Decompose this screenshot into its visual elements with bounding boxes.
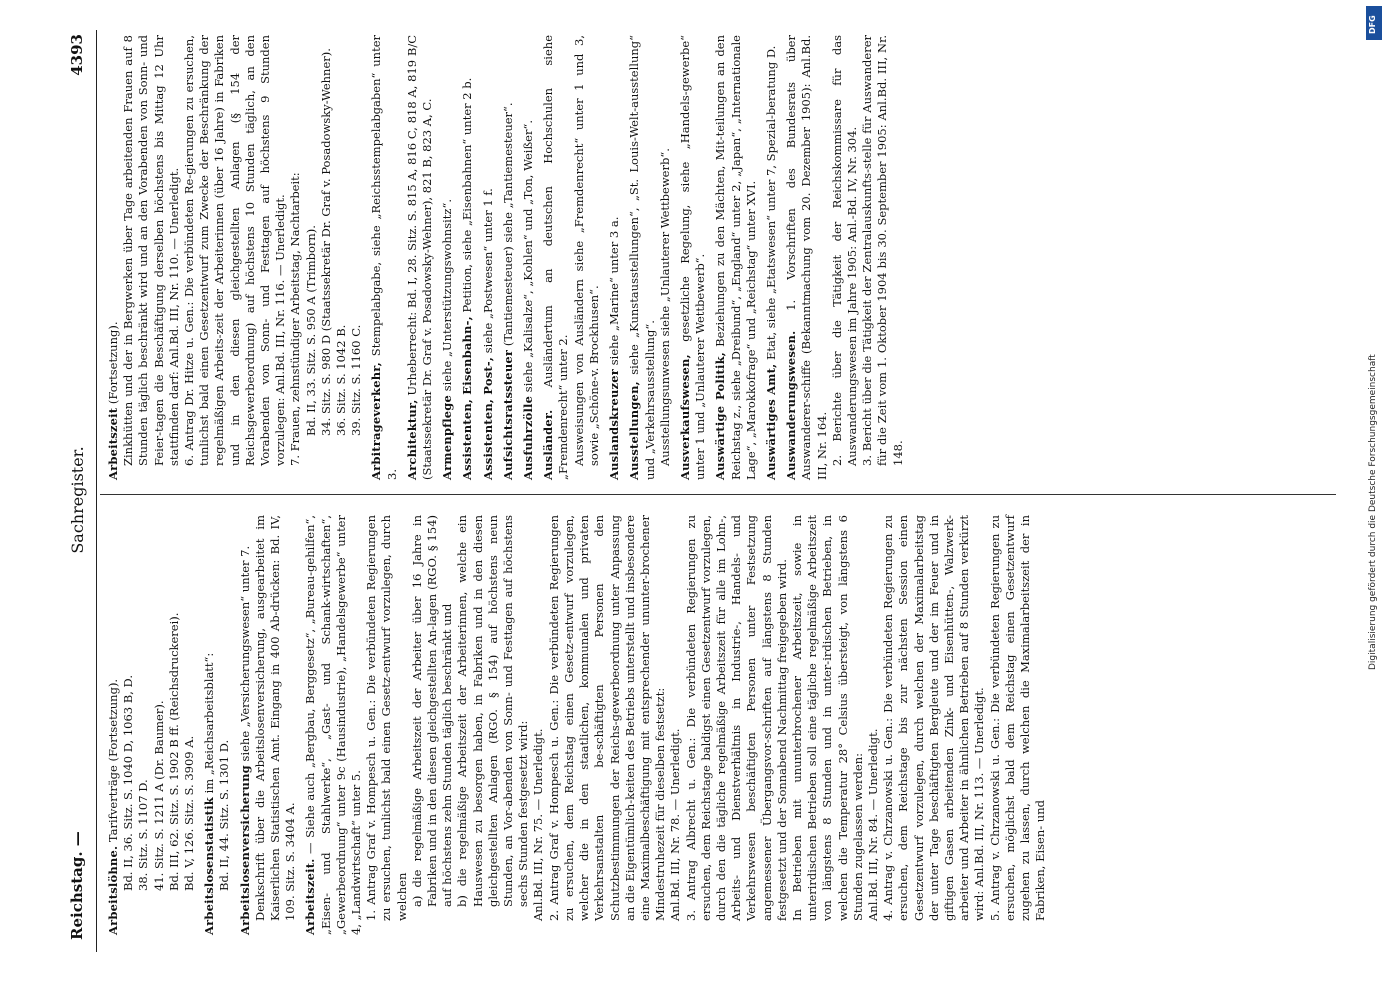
- entry-text: 3. Antrag Albrecht u. Gen.: Die verbündeten Regierungen zu ersuchen, dem Reichstage baldigst einen Gesetzentwurf vorzulegen, durch den die tägliche regelmäßige Arbeitszeit für alle im Lohn-, Arbeits- und Dienstverhältnis in Industrie-, Handels- und Verkehrswesen beschäftigten Personen unter Festsetzung angemessener Übergangsvor-schriften auf längstens 8 Stunden festgesetzt und der Sonnabend Nachmittag freigegeben wird.: [683, 515, 789, 921]
- entry-text: gesetzliche Regelung, siehe „Handels-gewerbe“ unter 1 und „Unlauterer Wettbewerb“.: [677, 34, 708, 480]
- entry-text: siehe „Kunstausstellungen“, „St. Louis-Welt-ausstellung“ und „Verkehrsausstellung“.: [627, 35, 657, 480]
- entry-keyword: Armenpflege: [440, 394, 455, 480]
- entry-text: 41. Sitz. S. 1211 A (Dr. Baumer).: [151, 700, 166, 891]
- header-rule: [96, 30, 97, 952]
- entry-text: Petition, siehe „Eisenbahnen“ unter 2 b.: [460, 77, 475, 313]
- register-entry: [106, 35, 364, 480]
- register-entry: [784, 35, 906, 480]
- entry-text: siehe „Postwesen“ unter 1 f.: [480, 188, 495, 354]
- entry-keyword: Arbeitslosenstatistik: [202, 797, 217, 935]
- left-column: [106, 515, 1053, 935]
- entry-keyword: Ausverkaufswesen,: [677, 354, 692, 480]
- right-column: [106, 35, 911, 480]
- entry-text: 2. Antrag Graf v. Hompesch u. Gen.: Die verbündeten Regierungen zu ersuchen, dem Reichstag einen Gesetz-entwurf vorzulegen, welcher die in den staatlichen, kommunalen und privaten Verkehrsanstalten be-schäftigten Personen den Schutzbestimmungen der Reichs-gewerbeordnung unter Anpassung an die Eigentümlich-keiten des Betriebs unterstellt und insbesondere eine Maximalbeschäftigung mit entsprechender ununter-brochener Mindestruhezeit für dieselben festsetzt:: [546, 515, 668, 921]
- register-entry: [501, 35, 516, 480]
- entry-text: siehe „Kalisalze“, „Kohlen“ und „Ton, Weißer“.: [521, 120, 536, 393]
- entry-text: 2. Berichte über die Tätigkeit der Reichskommissare für das Auswanderungswesen im Jahre 1905: Anl.-Bd. IV, Nr. 304.: [829, 35, 859, 466]
- entry-text: 4. Antrag v. Chrzanowski u. Gen.: Die verbündeten Regierungen zu ersuchen, dem Reichstage bis zur nächsten Session einen Gesetzentwurf vorzulegen, durch welchen der Maximalarbeitstag der unter Tage beschäftigten Bergleute und der im Feuer und in giftigen Gasen arbeitenden Zink- und Eisenhütten-, Walzwerk-arbeiter und Arbeiter in ähnlichen Betrieben auf 8 Stunden verkürzt wird: Anl.Bd. III, Nr. 113. — Unerledigt.: [881, 515, 987, 921]
- entry-text: Bd. II, 44. Sitz. S. 1301 D.: [217, 739, 232, 891]
- entry-text: siehe „Marine“ unter 3 a.: [607, 216, 622, 366]
- register-entry: [713, 35, 759, 480]
- register-entry: [440, 35, 455, 480]
- entry-keyword: Ausländer.: [541, 409, 556, 480]
- entry-text: Urheberrecht: Bd. I, 28. Sitz. S. 815 A, 816 C, 818 A, 819 B/C (Staatssekretär Dr. Graf v. Posadowsky-Wehner), 821 B, 823 A, C.: [404, 35, 435, 480]
- running-head-left: Reichstag. —: [68, 831, 86, 940]
- entry-text: Stempelabgabe, siehe „Reichsstempelabgaben“ unter 3.: [369, 35, 399, 480]
- register-entry: [521, 35, 536, 480]
- entry-text: (Tantiemesteuer) siehe „Tantiemesteuer“.: [500, 102, 515, 347]
- entry-keyword: Arbeitszeit.: [303, 858, 318, 935]
- entry-text: im „Reichsarbeitsblatt“:: [202, 652, 217, 794]
- entry-text: 1. Vorschriften des Bundesrats über Auswanderer-schiffe (Bekanntmachung vom 20. Dezember 1905): Anl.Bd. III, Nr. 164.: [784, 35, 829, 480]
- entry-text: Anl.Bd. III, Nr. 84. — Unerledigt.: [865, 728, 880, 921]
- dfg-logo-text: DFG: [1368, 15, 1377, 34]
- entry-keyword: Auswärtiges Amt,: [763, 363, 778, 480]
- entry-keyword: Auslandskreuzer: [607, 368, 622, 480]
- column-divider: [100, 494, 1336, 495]
- register-entry: [405, 35, 435, 480]
- register-entry: [627, 35, 673, 480]
- entry-text: Ausländertum an deutschen Hochschulen siehe „Fremdenrecht“ unter 2.: [541, 34, 571, 480]
- entry-text: Zinkhütten und der in Bergwerken über Tage arbeitenden Frauen auf 8 Stunden täglich beschränkt wird und an den Vorabenden von Sonn- und Feier-tagen die Beschäftigung derselben höchstens bis Mittag 12 Uhr stattfinden darf: Anl.Bd. III, Nr. 110. — Unerledigt.: [121, 35, 181, 466]
- entry-text: 34. Sitz. S. 980 D (Staatssekretär Dr. Graf v. Posadowsky-Wehner).: [318, 48, 333, 436]
- register-entry: [238, 515, 299, 935]
- entry-keyword: Ausfuhrzölle: [521, 395, 536, 480]
- entry-text: 38. Sitz. S. 1107 D.: [136, 779, 151, 891]
- entry-text: Etat, siehe „Etatswesen“ unter 7, Spezial-beratung D.: [763, 45, 778, 361]
- entry-keyword: Architektur,: [404, 399, 419, 480]
- entry-text: Bd. III, 62. Sitz. S. 1902 B ff. (Reichsdruckerei).: [166, 612, 181, 891]
- entry-text: 7. Frauen, zehnstündiger Arbeitstag, Nachtarbeit:: [288, 172, 303, 466]
- entry-text: Anl.Bd. III, Nr. 78. — Unerledigt.: [668, 728, 683, 921]
- entry-text: Denkschrift über die Arbeitslosenversicherung, ausgearbeitet im Kaiserlichen Statistischen Amt. Eingang in 400 Ab-drücken: Bd. IV, 109. Sitz. S. 3404 A.: [252, 515, 298, 921]
- register-entry: [369, 35, 399, 480]
- entry-text: Bd. V, 126. Sitz. S. 3909 A.: [182, 735, 197, 891]
- entry-keyword: Assistenten, Post-,: [480, 356, 495, 480]
- entry-keyword: Arbeitslosenversicherung: [237, 765, 252, 935]
- entry-text: a) die regelmäßige Arbeitszeit der Arbeiter über 16 Jahre in Fabriken und in den diesen gleichgestellten An-lagen (RGO. § 154) auf höchstens zehn Stunden täglich beschränkt und: [409, 515, 455, 907]
- rotated-register-page: [60, 0, 1350, 1000]
- entry-text: Bd. II, 36. Sitz. S. 1040 D, 1063 B, D.: [121, 675, 136, 891]
- entry-text: Ausweisungen von Ausländern siehe „Fremdenrecht“ unter 1 und 3, sowie „Schöne-v. Brockhusen“.: [571, 35, 601, 466]
- entry-text: — Siehe auch „Bergbau, Berggesetz“, „Bureau-gehilfen“, „Eisen- und Stahlwerke“, „Gast- und Schank-wirtschaften“, „Gewerbeordnung“ unter 9c (Hausindustrie), „Handelsgewerbe“ unter 4, „Landwirtschaft“ unter 5.: [303, 514, 364, 935]
- entry-text: 36. Sitz. S. 1042 B.: [334, 324, 349, 436]
- page-number: 4393: [68, 34, 86, 76]
- entry-text: b) die regelmäßige Arbeitszeit der Arbeiterinnen, welche ein Hauswesen zu besorgen haben, in Fabriken und in den diesen gleichgestellten Anlagen (RGO. § 154) auf höchstens neun Stunden, an Vor-abenden von Sonn- und Festtagen auf höchstens sechs Stunden festgesetzt wird:: [455, 515, 531, 907]
- credit-text: Digitalisierung gefördert durch die Deutsche Forschungsgemeinschaft: [1368, 354, 1378, 670]
- register-entry: [106, 515, 197, 935]
- running-head-title: Sachregister.: [68, 446, 87, 554]
- register-entry: [481, 35, 496, 480]
- digitization-credit: [1368, 30, 1382, 990]
- entry-keyword: Aufsichtsratssteuer: [500, 349, 515, 480]
- entry-keyword: Arbeitszeit: [106, 407, 120, 480]
- register-entry: [678, 35, 708, 480]
- entry-text: siehe „Versicherungswesen“ unter 7.: [237, 545, 252, 762]
- entry-text: 3. Bericht über die Tätigkeit der Zentralauskunfts-stelle für Auswanderer für die Zeit vom 1. Oktober 1904 bis 30. September 1905: Anl.Bd. III, Nr. 148.: [860, 35, 905, 466]
- entry-text: Beziehungen zu den Mächten, Mit-teilungen an den Reichstag z., siehe „Dreibund“, „England“ unter 2, „Japan“, „Internationale Lage“, „Marokkofrage“ und „Reichstag“ unter XVI.: [713, 34, 758, 480]
- register-entry: [460, 35, 475, 480]
- entry-text: siehe „Unterstützungswohnsitz“.: [440, 198, 455, 392]
- entry-text: 5. Antrag v. Chrzanowski u. Gen.: Die verbündeten Regierungen zu ersuchen, möglichst bald dem Reichstag einen Gesetzentwurf zugehen zu lassen, durch welchen die Maximalarbeitszeit der in Fabriken, Eisen- und: [987, 515, 1048, 921]
- entry-keyword: Auswärtige Politik,: [713, 352, 728, 480]
- entry-keyword: Assistenten, Eisenbahn-,: [460, 316, 475, 480]
- entry-text: Bd. II, 33. Sitz. S. 950 A (Trimborn).: [303, 225, 318, 436]
- register-entry: [202, 515, 232, 935]
- entry-text: (Fortsetzung).: [106, 321, 120, 405]
- register-entry: [541, 35, 602, 480]
- entry-text: 39. Sitz. S. 1160 C.: [349, 324, 364, 436]
- register-entry: [303, 515, 1048, 935]
- entry-text: In Betrieben mit ununterbrochener Arbeitszeit, sowie in unterirdischen Betrieben soll eine tägliche regelmäßige Arbeitszeit von längstens 8 Stunden und in unter-irdischen Betrieben, in welchen die Temperatur 28° Celsius übersteigt, von längstens 6 Stunden zugelassen werden:: [789, 515, 865, 921]
- register-entry: [764, 35, 779, 480]
- entry-keyword: Auswanderungswesen.: [784, 330, 799, 480]
- entry-keyword: Arbeitslöhne.: [106, 845, 120, 935]
- entry-text: Tarifverträge (Fortsetzung).: [106, 678, 120, 843]
- register-entry: [607, 35, 622, 480]
- entry-keyword: Ausstellungen,: [627, 381, 642, 480]
- entry-text: Ausstellungsunwesen siehe „Unlauterer Wettbewerb“.: [657, 148, 672, 466]
- entry-keyword: Arbitrageverkehr,: [369, 362, 384, 480]
- entry-text: 6. Antrag Dr. Hitze u. Gen.: Die verbündeten Re-gierungen zu ersuchen, tunlichst bald einen Gesetzentwurf zum Zwecke der Beschränkung der regelmäßigen Arbeits-zeit der Arbeiterinnen (über 16 Jahre) in Fabriken und in den diesen gleichgestellten Anlagen (§ 154 der Reichsgewerbeordnung) auf höchstens 10 Stunden täglich, an den Vorabenden von Sonn- und Festtagen auf höchstens 9 Stunden vorzulegen: Anl.Bd. III, Nr. 116. — Unerledigt.: [182, 35, 288, 466]
- entry-text: Anl.Bd. III, Nr. 75. — Unerledigt.: [531, 728, 546, 921]
- entry-text: 1. Antrag Graf v. Hompesch u. Gen.: Die verbündeten Regierungen zu ersuchen, tunlichst bald einen Gesetz-entwurf vorzulegen, durch welchen: [364, 515, 409, 921]
